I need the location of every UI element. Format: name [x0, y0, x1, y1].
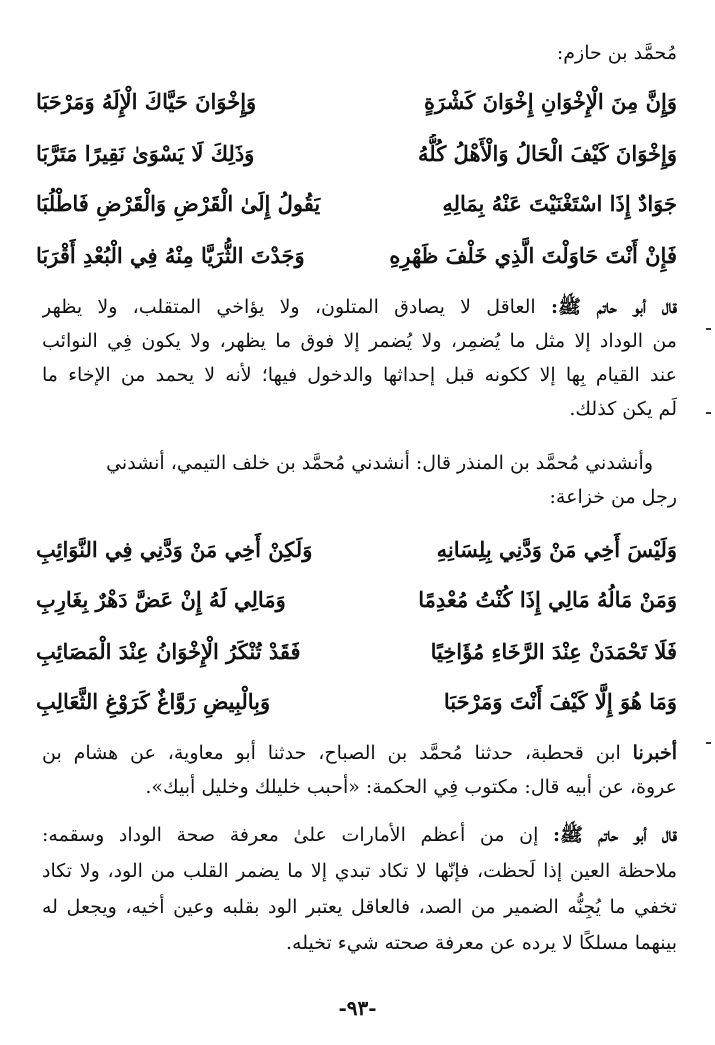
page-number: -٩٣-	[338, 996, 377, 1020]
paragraph-line: بينهما مسلكًا لا يرده عن معرفة صحته شيء تخيله.	[285, 932, 677, 954]
verse-second-hemistich: وَذَلِكَ لَا يَسْوَىٰ نَقِيرًا مَتَرَّبَا	[36, 141, 255, 166]
paragraph-line: من الوداد إلا مثل ما يُضمِر، ولا يُضمر إلا فوق ما يظهر، ولا يكون فِي النوائب	[42, 330, 677, 352]
verse	[36, 236, 677, 276]
verse-second-hemistich: وَجَدْتَ الثُّرَيَّا مِنْهُ فِي الْبُعْدِ أَقْرَبَا	[36, 243, 305, 268]
verse	[36, 530, 677, 570]
margin-mark	[706, 742, 711, 744]
paragraph-line: رجل من خزاعة:	[549, 486, 677, 508]
verse-first-hemistich: فَإِنْ أَنْتَ حَاوَلْتَ الَّذِي خَلْفَ ظَهْرِهِ	[389, 243, 677, 268]
intro-line: مُحمَّد بن حازم:	[556, 42, 677, 64]
paragraph-label: أخبرنا	[632, 742, 677, 764]
margin-mark	[706, 412, 711, 414]
paragraph-line: عند القيام بِها إلا ككونه قبل إحداثها والدخول فيها؛ لأنه لا يحمد من الإخاء ما	[42, 364, 677, 386]
verse	[36, 184, 677, 224]
verse-second-hemistich: وَإِخْوَانَ حَيَّاكَ الْإِلَهُ وَمَرْحَبَا	[36, 89, 257, 114]
paragraph-line: عروة، عن أبيه قال: مكتوب فِي الحكمة: «أحبب خليلك وخليل أبيك».	[145, 776, 677, 798]
verse-first-hemistich: وَإِنَّ مِنَ الْإِخْوَانِ إِخْوَانَ كَشْرَةٍ	[423, 89, 677, 114]
verse-second-hemistich: وَلَكِنْ أَخِي مَنْ وَدَّنِي فِي النَّوَائِبِ	[36, 537, 313, 562]
verse	[36, 632, 677, 672]
verse	[36, 134, 677, 174]
margin-mark	[706, 328, 711, 330]
paragraph-label: قال أبو حاتم ﷺ:	[552, 824, 677, 846]
verse-first-hemistich: جَوَادٌ إِذَا اسْتَغْنَيْتَ عَنْهُ بِمَالِهِ	[442, 191, 677, 216]
verse	[36, 580, 677, 620]
paragraph-line: أخبرنا ابن قحطبة، حدثنا مُحمَّد بن الصباح، حدثنا أبو معاوية، عن هشام بن	[42, 742, 677, 764]
paragraph-line: تخفي ما يُجِنُّه الضمير من الصد، فالعاقل يعتبر الود بقلبه وعين أخيه، ويجعل له	[42, 896, 677, 918]
verse-first-hemistich: وَمَا هُوَ إِلَّا كَيْفَ أَنْتَ وَمَرْحَبَا	[443, 689, 677, 714]
paragraph-line: ملاحظة العين إذا لَحظت، فإنّها لا تكاد تبدي إلا ما يضمر القلب من الود، ولا تكاد	[42, 860, 677, 882]
verse-second-hemistich: فَقَدْ تُنْكَرُ الْإِخْوَانُ عِنْدَ الْمَصَائِبِ	[36, 639, 301, 664]
verse-first-hemistich: فَلَا تَحْمَدَنْ عِنْدَ الرَّخَاءِ مُؤَاخِيًا	[430, 639, 677, 664]
verse-second-hemistich: يَقُولُ إِلَىٰ الْقَرْضِ وَالْقَرْضِ فَاطْلُبَا	[36, 191, 321, 216]
paragraph-line: قال أبو حاتم ﷺ: إن من أعظم الأمارات علىٰ معرفة صحة الوداد وسقمه:	[42, 824, 677, 846]
paragraph-line: وأنشدني مُحمَّد بن المنذر قال: أنشدني مُحمَّد بن خلف التيمي، أنشدني	[106, 452, 653, 474]
verse	[36, 82, 677, 122]
verse-first-hemistich: وَمَنْ مَالُهُ مَالِي إِذَا كُنْتُ مُعْدِمًا	[418, 587, 677, 612]
verse-second-hemistich: وَبِالْبِيضِ رَوَّاغٌ كَرَوْغِ الثَّعَالِبِ	[36, 689, 271, 714]
verse-first-hemistich: وَلَيْسَ أَخِي مَنْ وَدَّنِي بِلِسَانِهِ	[436, 537, 677, 562]
paragraph-line: قال أبو حاتم ﷺ: العاقل لا يصادق المتلون، ولا يؤاخي المتقلب، ولا يظهر	[42, 296, 677, 318]
verse	[36, 682, 677, 722]
verse-second-hemistich: وَمَالِي لَهُ إِنْ عَضَّ دَهْرٌ بِغَارِبِ	[36, 587, 286, 612]
verse-first-hemistich: وَإِخْوَانَ كَيْفَ الْحَالُ وَالْأَهْلُ كُلُّهُ	[418, 141, 677, 166]
paragraph-line: لَم يكن كذلك.	[569, 398, 677, 420]
paragraph-label: قال أبو حاتم ﷺ:	[550, 296, 677, 318]
